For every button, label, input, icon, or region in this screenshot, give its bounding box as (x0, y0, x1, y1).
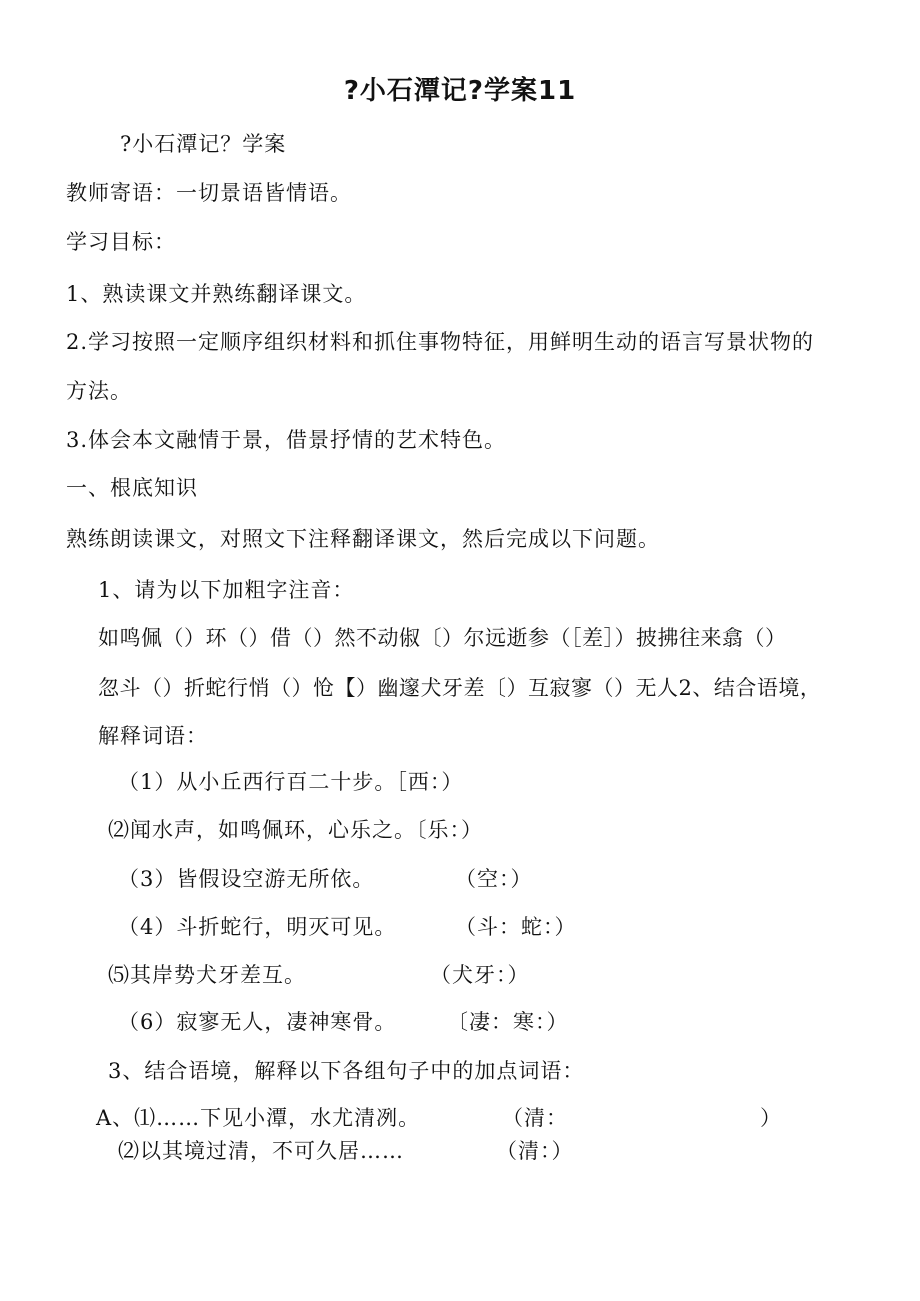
q2-answer-6: 〔凄：寒：） (447, 1010, 569, 1034)
goal-item-1: 1、熟读课文并熟练翻译课文。 (66, 282, 367, 306)
q1-line1: 如鸣佩（）环（）借（）然不动俶〔）尔远逝参（［差］）披拂往来翕（） (98, 626, 787, 650)
section1-heading: 一、根底知识 (66, 476, 198, 500)
q2-item-6: （6）寂寥无人，凄神寒骨。 (118, 1010, 397, 1034)
q3-a2-answer: （清：） (496, 1139, 574, 1163)
q2-answer-4: （斗：蛇：） (455, 915, 577, 939)
q1-line2: 忽斗（）折蛇行悄（）怆【）幽邃犬牙差〔）互寂寥（）无人2、结合语境， (98, 676, 822, 700)
q2-item-3: （3）皆假设空游无所依。 (118, 867, 375, 891)
q2-item-2: ⑵闻水声，如鸣佩环，心乐之。〔乐：） (108, 818, 483, 842)
q2-item-5: ⑸其岸势犬牙差互。 (108, 963, 306, 987)
q2-item-4: （4）斗折蛇行，明灭可见。 (118, 915, 397, 939)
subtitle: ?小石潭记？学案 (120, 132, 287, 156)
goals-heading: 学习目标： (66, 230, 176, 254)
goal-item-2-cont: 方法。 (66, 379, 132, 403)
q2-answer-5: （犬牙：） (430, 963, 530, 987)
q3-a1-answer-open: （清： (502, 1106, 568, 1130)
goal-item-3: 3.体会本文融情于景，借景抒情的艺术特色。 (66, 428, 507, 452)
q3-a1: A、⑴……下见小潭，水尤清冽。 (96, 1106, 421, 1130)
q2-item-1: （1）从小丘西行百二十步。［西：） (118, 770, 464, 794)
section1-intro: 熟练朗读课文，对照文下注释翻译课文，然后完成以下问题。 (66, 527, 660, 551)
page-title: ?小石潭记?学案11 (343, 76, 577, 106)
q2-answer-3: （空：） (455, 867, 533, 891)
q1-line3: 解释词语： (98, 724, 208, 748)
q3-heading: 3、结合语境，解释以下各组句子中的加点词语： (108, 1059, 585, 1083)
q1-heading: 1、请为以下加粗字注音： (98, 578, 355, 602)
q3-a1-answer-close: ） (760, 1106, 782, 1130)
teacher-message: 教师寄语：一切景语皆情语。 (66, 181, 352, 205)
goal-item-2: 2.学习按照一定顺序组织材料和抓住事物特征，用鲜明生动的语言写景状物的 (66, 330, 815, 354)
q3-a2: ⑵以其境过清，不可久居…… (118, 1139, 404, 1163)
